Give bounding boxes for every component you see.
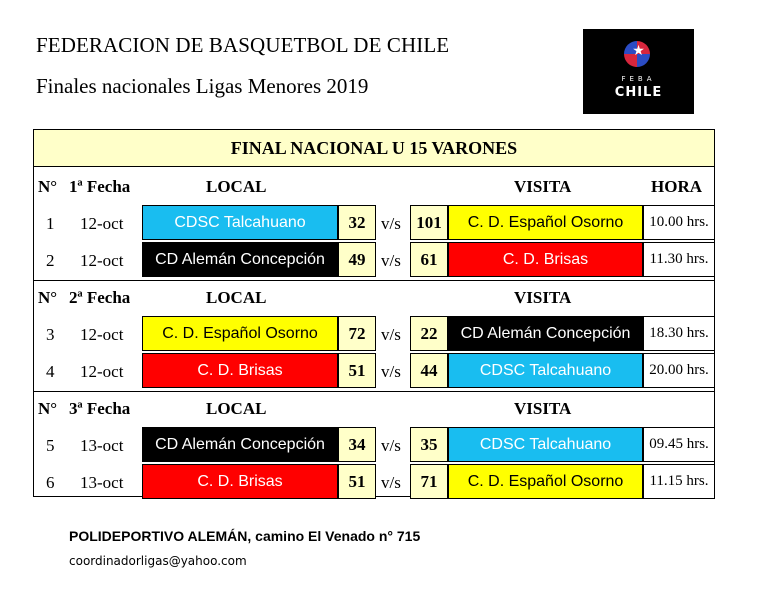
section-divider	[33, 391, 715, 392]
vs-label: v/s	[381, 473, 401, 492]
vs-label: v/s	[381, 436, 401, 455]
match-date: 12-oct	[80, 214, 124, 233]
venue-address: POLIDEPORTIVO ALEMÁN, camino El Venado n° 715	[69, 528, 421, 544]
local-score: 49	[338, 242, 376, 277]
tournament-subtitle: Finales nacionales Ligas Menores 2019	[36, 74, 369, 98]
match-time: 20.00 hrs.	[643, 353, 715, 388]
match-time: 11.30 hrs.	[643, 242, 715, 277]
visit-team: C. D. Español Osorno	[448, 464, 643, 499]
local-team: CD Alemán Concepción	[142, 242, 338, 277]
vs-label: v/s	[381, 251, 401, 270]
visit-team: CD Alemán Concepción	[448, 316, 643, 351]
match-time: 09.45 hrs.	[643, 427, 715, 462]
col-header-num: N°	[38, 177, 58, 196]
local-score: 32	[338, 205, 376, 240]
contact-email: coordinadorligas@yahoo.com	[69, 554, 247, 568]
match-time: 11.15 hrs.	[643, 464, 715, 499]
col-header-visita: VISITA	[514, 288, 572, 307]
vs-label: v/s	[381, 214, 401, 233]
col-header-num: N°	[38, 399, 58, 418]
vs-label: v/s	[381, 325, 401, 344]
col-header-num: N°	[38, 288, 58, 307]
match-num: 2	[46, 251, 55, 270]
match-time: 10.00 hrs.	[643, 205, 715, 240]
match-num: 4	[46, 362, 55, 381]
col-header-local: LOCAL	[206, 399, 267, 418]
local-team: C. D. Brisas	[142, 353, 338, 388]
col-header-visita: VISITA	[514, 399, 572, 418]
local-score: 34	[338, 427, 376, 462]
col-header-visita: VISITA	[514, 177, 572, 196]
col-header-local: LOCAL	[206, 288, 267, 307]
match-num: 6	[46, 473, 55, 492]
logo-chile-text: CHILE	[614, 85, 663, 100]
table-title: FINAL NACIONAL U 15 VARONES	[34, 130, 714, 167]
match-num: 1	[46, 214, 55, 233]
local-team: CD Alemán Concepción	[142, 427, 338, 462]
match-num: 3	[46, 325, 55, 344]
visit-score: 35	[410, 427, 448, 462]
local-team: CDSC Talcahuano	[142, 205, 338, 240]
logo-feba-text: FEBA	[621, 75, 656, 83]
match-date: 12-oct	[80, 325, 124, 344]
visit-score: 44	[410, 353, 448, 388]
match-num: 5	[46, 436, 55, 455]
visit-team: CDSC Talcahuano	[448, 427, 643, 462]
feba-chile-logo	[583, 29, 694, 114]
visit-team: C. D. Español Osorno	[448, 205, 643, 240]
match-date: 13-oct	[80, 473, 124, 492]
star-icon: ★	[632, 43, 645, 59]
visit-score: 22	[410, 316, 448, 351]
federation-title: FEDERACION DE BASQUETBOL DE CHILE	[36, 33, 450, 57]
visit-score: 71	[410, 464, 448, 499]
col-header-fecha: 2ª Fecha	[69, 288, 131, 307]
col-header-hora: HORA	[651, 177, 702, 196]
local-team: C. D. Brisas	[142, 464, 338, 499]
local-score: 72	[338, 316, 376, 351]
local-score: 51	[338, 464, 376, 499]
visit-score: 101	[410, 205, 448, 240]
visit-team: CDSC Talcahuano	[448, 353, 643, 388]
col-header-fecha: 1ª Fecha	[69, 177, 131, 196]
match-date: 12-oct	[80, 251, 124, 270]
local-team: C. D. Español Osorno	[142, 316, 338, 351]
match-time: 18.30 hrs.	[643, 316, 715, 351]
col-header-local: LOCAL	[206, 177, 267, 196]
match-date: 13-oct	[80, 436, 124, 455]
match-date: 12-oct	[80, 362, 124, 381]
visit-team: C. D. Brisas	[448, 242, 643, 277]
col-header-fecha: 3ª Fecha	[69, 399, 131, 418]
vs-label: v/s	[381, 362, 401, 381]
local-score: 51	[338, 353, 376, 388]
section-divider	[33, 280, 715, 281]
visit-score: 61	[410, 242, 448, 277]
